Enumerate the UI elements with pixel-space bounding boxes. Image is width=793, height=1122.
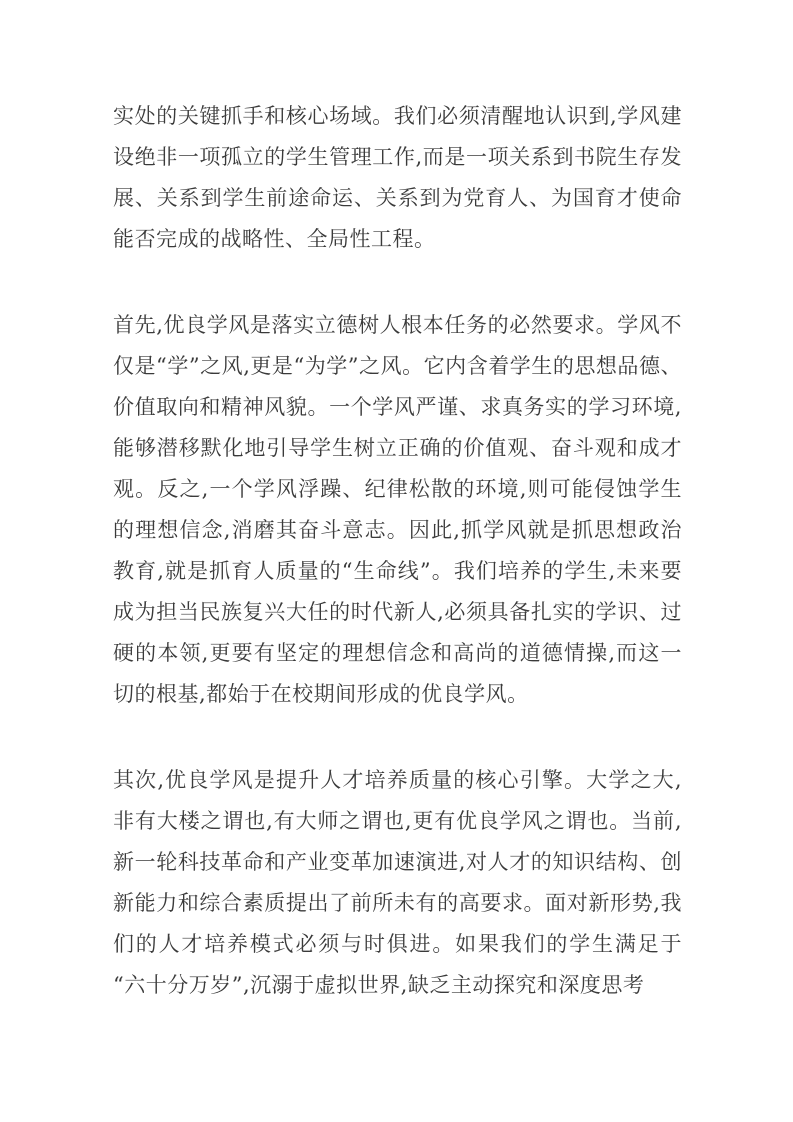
document-text-block xyxy=(113,96,682,1051)
paragraph-1: 实处的关键抓手和核心场域。我们必须清醒地认识到,学风建设绝非一项孤立的学生管理工作,而是一项关系到书院生存发展、关系到学生前途命运、关系到为党育人、为国育才使命能否完成的战略性、全局性工程。 xyxy=(113,104,682,251)
paragraph-3: 其次,优良学风是提升人才培养质量的核心引擎。大学之大,非有大楼之谓也,有大师之谓也,更有优良学风之谓也。当前,新一轮科技革命和产业变革加速演进,对人才的知识结构、创新能力和综合素质提出了前所未有的高要求。面对新形势,我们的人才培养模式必须与时俱进。如果我们的学生满足于“六十分万岁”,沉溺于虚拟世界,缺乏主动探究和深度思考 xyxy=(113,768,682,997)
paragraph-2: 首先,优良学风是落实立德树人根本任务的必然要求。学风不仅是“学”之风,更是“为学”之风。它内含着学生的思想品德、价值取向和精神风貌。一个学风严谨、求真务实的学习环境,能够潜移默化地引导学生树立正确的价值观、奋斗观和成才观。反之,一个学风浮躁、纪律松散的环境,则可能侵蚀学生的理想信念,消磨其奋斗意志。因此,抓学风就是抓思想政治教育,就是抓育人质量的“生命线”。我们培养的学生,未来要成为担当民族复兴大任的时代新人,必须具备扎实的学识、过硬的本领,更要有坚定的理想信念和高尚的道德情操,而这一切的根基,都始于在校期间形成的优良学风。 xyxy=(113,313,682,706)
